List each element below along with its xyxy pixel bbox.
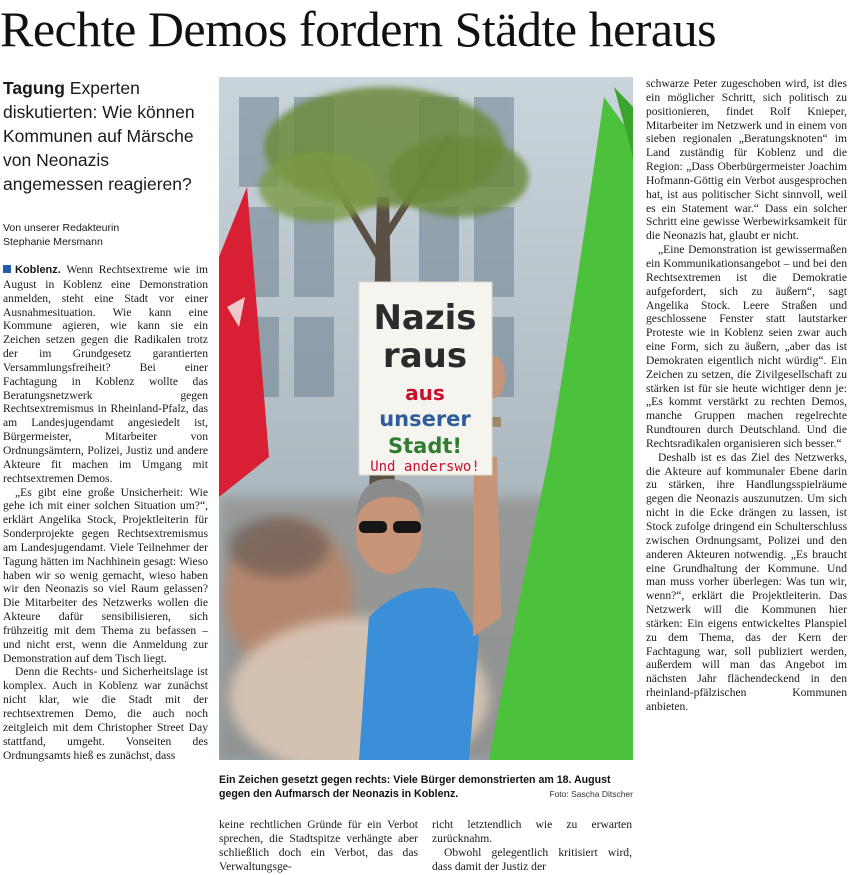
byline [3,221,211,249]
teaser-text: Experten diskutierten: Wie können Kommunen auf Märsche von Neonazis angemessen reagieren? [3,78,195,194]
article-paragraph: Denn die Rechts- und Sicherheitslage ist komplex. Auch in Koblenz war zunächst nicht klar, wie die Stadt mit der rechtsextremen Demo, die auch noch zeitgleich mit dem Christopher Street Day stattfand, umgeht. Vonseiten des Ordnungsamts hieß es zunächst, dass [3,665,208,762]
sign-line-1: Nazis [373,298,477,338]
paragraph-text: Wenn Rechtsextreme wie im August in Koblenz eine Demonstration anmelden, steht eine Stadt vor einer Ausnahmesituation. Wie kann eine Kommune agieren, wie kann sie ein Zeichen setzen gegen die Radikalen trotz der im Grundgesetz garantierten Versammlungsfreiheit? Bei einer Fachtagung in Koblenz wollte das Beratungsnetzwerk gegen Rechtsextremismus in Rheinland-Pfalz, das am Landesjugendamt angesiedelt ist, Bürgermeister, Mitarbeiter von Ordnungsämtern, Polizei, Justiz und andere Akteure fit machen im Umgang mit rechtsextremen Demos. [3,263,208,485]
demo-photo-illustration [219,77,633,760]
article-paragraph: Deshalb ist es das Ziel des Netzwerks, die Akteure auf kommunaler Ebene darin zu stärken, ihre Handlungsspielräume gegen die Neonazis auszunutzen. Um sich nicht in die Ecke drängen zu lassen, ist Stock zufolge dringend ein Schulterschluss zwischen Ordnungsamt, Polizei und den anderen Akteuren notwendig. „Es braucht eine Grundhaltung der Kommune. Und man muss vorher überlegen: Was tun wir, wenn?“, erklärt die Projektleiterin. Das Netzwerk will die Kommunen hier stärken: Ein eigens entwickeltes Planspiel zu dem Thema, das der Kern der Fachtagung war, soll publiziert werden, außerdem will man das Angebot im nächsten Jahr flächendeckend in den rheinland-pfälzischen Kommunen anbieten. [646,450,847,713]
square-bullet-icon [3,265,11,273]
sign-line-3: aus [405,381,445,405]
article-column-1 [3,263,208,875]
byline-author: Stephanie Mersmann [3,236,103,248]
dateline-place: Koblenz. [15,264,61,276]
article-paragraph: keine rechtlichen Gründe für ein Verbot sprechen, die Stadtspitze verhängte aber schließlich doch ein Verbot, das das Verwaltungsge- [219,818,418,873]
article-paragraph: Obwohl gelegentlich kritisiert wird, dass damit der Justiz der [432,845,632,873]
article-paragraph: richt letztendlich wie zu erwarten zurücknahm. [432,818,632,845]
sign-line-6: Und anderswo! [370,459,480,475]
demo-photo [219,77,633,760]
sign-line-2: raus [382,336,468,376]
caption-text: Ein Zeichen gesetzt gegen rechts: Viele Bürger demonstrierten am 18. August gegen den Aufmarsch der Neonazis in Koblenz. [219,774,611,800]
photo-credit: Foto: Sascha Ditscher [543,787,633,801]
protest-sign [359,282,492,475]
byline-role: Von unserer Redakteurin [3,222,120,234]
teaser-kicker: Tagung [3,78,65,98]
sign-line-4: unserer [379,407,471,431]
article-column-4 [646,77,847,875]
article-paragraph: „Es gibt eine große Unsicherheit: Wie gehe ich mit einer solchen Situation um?“, erklärt Angelika Stock, Projektleiterin für Sonderprojekte gegen Rechtsextremismus am Landesjugendamt. Viele Teilnehmer der Tagung hätten im Nachhinein gesagt: Wieso haben wir so wenig gemacht, wieso haben wir den Neonazis so viel Raum gelassen? Die Mitarbeiter des Netzwerks wollen die Akteure dafür sensibilisieren, sich frühzeitig mit dem Thema zu befassen – und nicht erst, wenn die Anmeldung zur Demonstration auf dem Tisch liegt. [3,485,208,665]
article-column-2 [219,818,418,875]
article-column-3 [432,818,632,875]
sign-line-5: Stadt! [388,434,462,458]
headline: Rechte Demos fordern Städte heraus [0,1,717,57]
article-paragraph: „Eine Demonstration ist gewissermaßen ein Kommunikationsangebot – und bei den Rechtsextremen ist die Demokratie aufgefordert, sich zu äußern“, sagt Angelika Stock. Leere Straßen und geschlossene Fenster statt lautstarker Proteste wie in Koblenz seien zwar auch eine Form, sich zu äußern, „aber das ist Demokraten eigentlich nicht würdig“. Ein Zeichen zu setzen, die Zivilgesellschaft zu stärken ist für sie heute wichtiger denn je: „Es kommt verstärkt zu rechten Demos, manche Gruppen machen regelrechte Rundtouren durch Deutschland. Und die Rechtsradikalen organisieren sich besser.“ [646,243,847,450]
photo-caption [219,773,633,801]
article-paragraph: schwarze Peter zugeschoben wird, ist dies ein möglicher Schritt, sich politisch zu positionieren, findet Rolf Knieper, Mitarbeiter im Netzwerk und in einem von sieben regionalen „Beratungsknoten“ im Land zuständig für Koblenz und die Region: „Dass Oberbürgermeister Joachim Hofmann-Göttig ein Verbot ausgesprochen hat, ist aus politischer Sicht sinnvoll, weil es ein Statement war.“ Dass ein solcher Schritt eine gewisse Werbewirksamkeit für die Neonazis hat, glaubt er nicht. [646,77,847,243]
teaser [3,76,211,196]
article-paragraph [3,263,208,486]
